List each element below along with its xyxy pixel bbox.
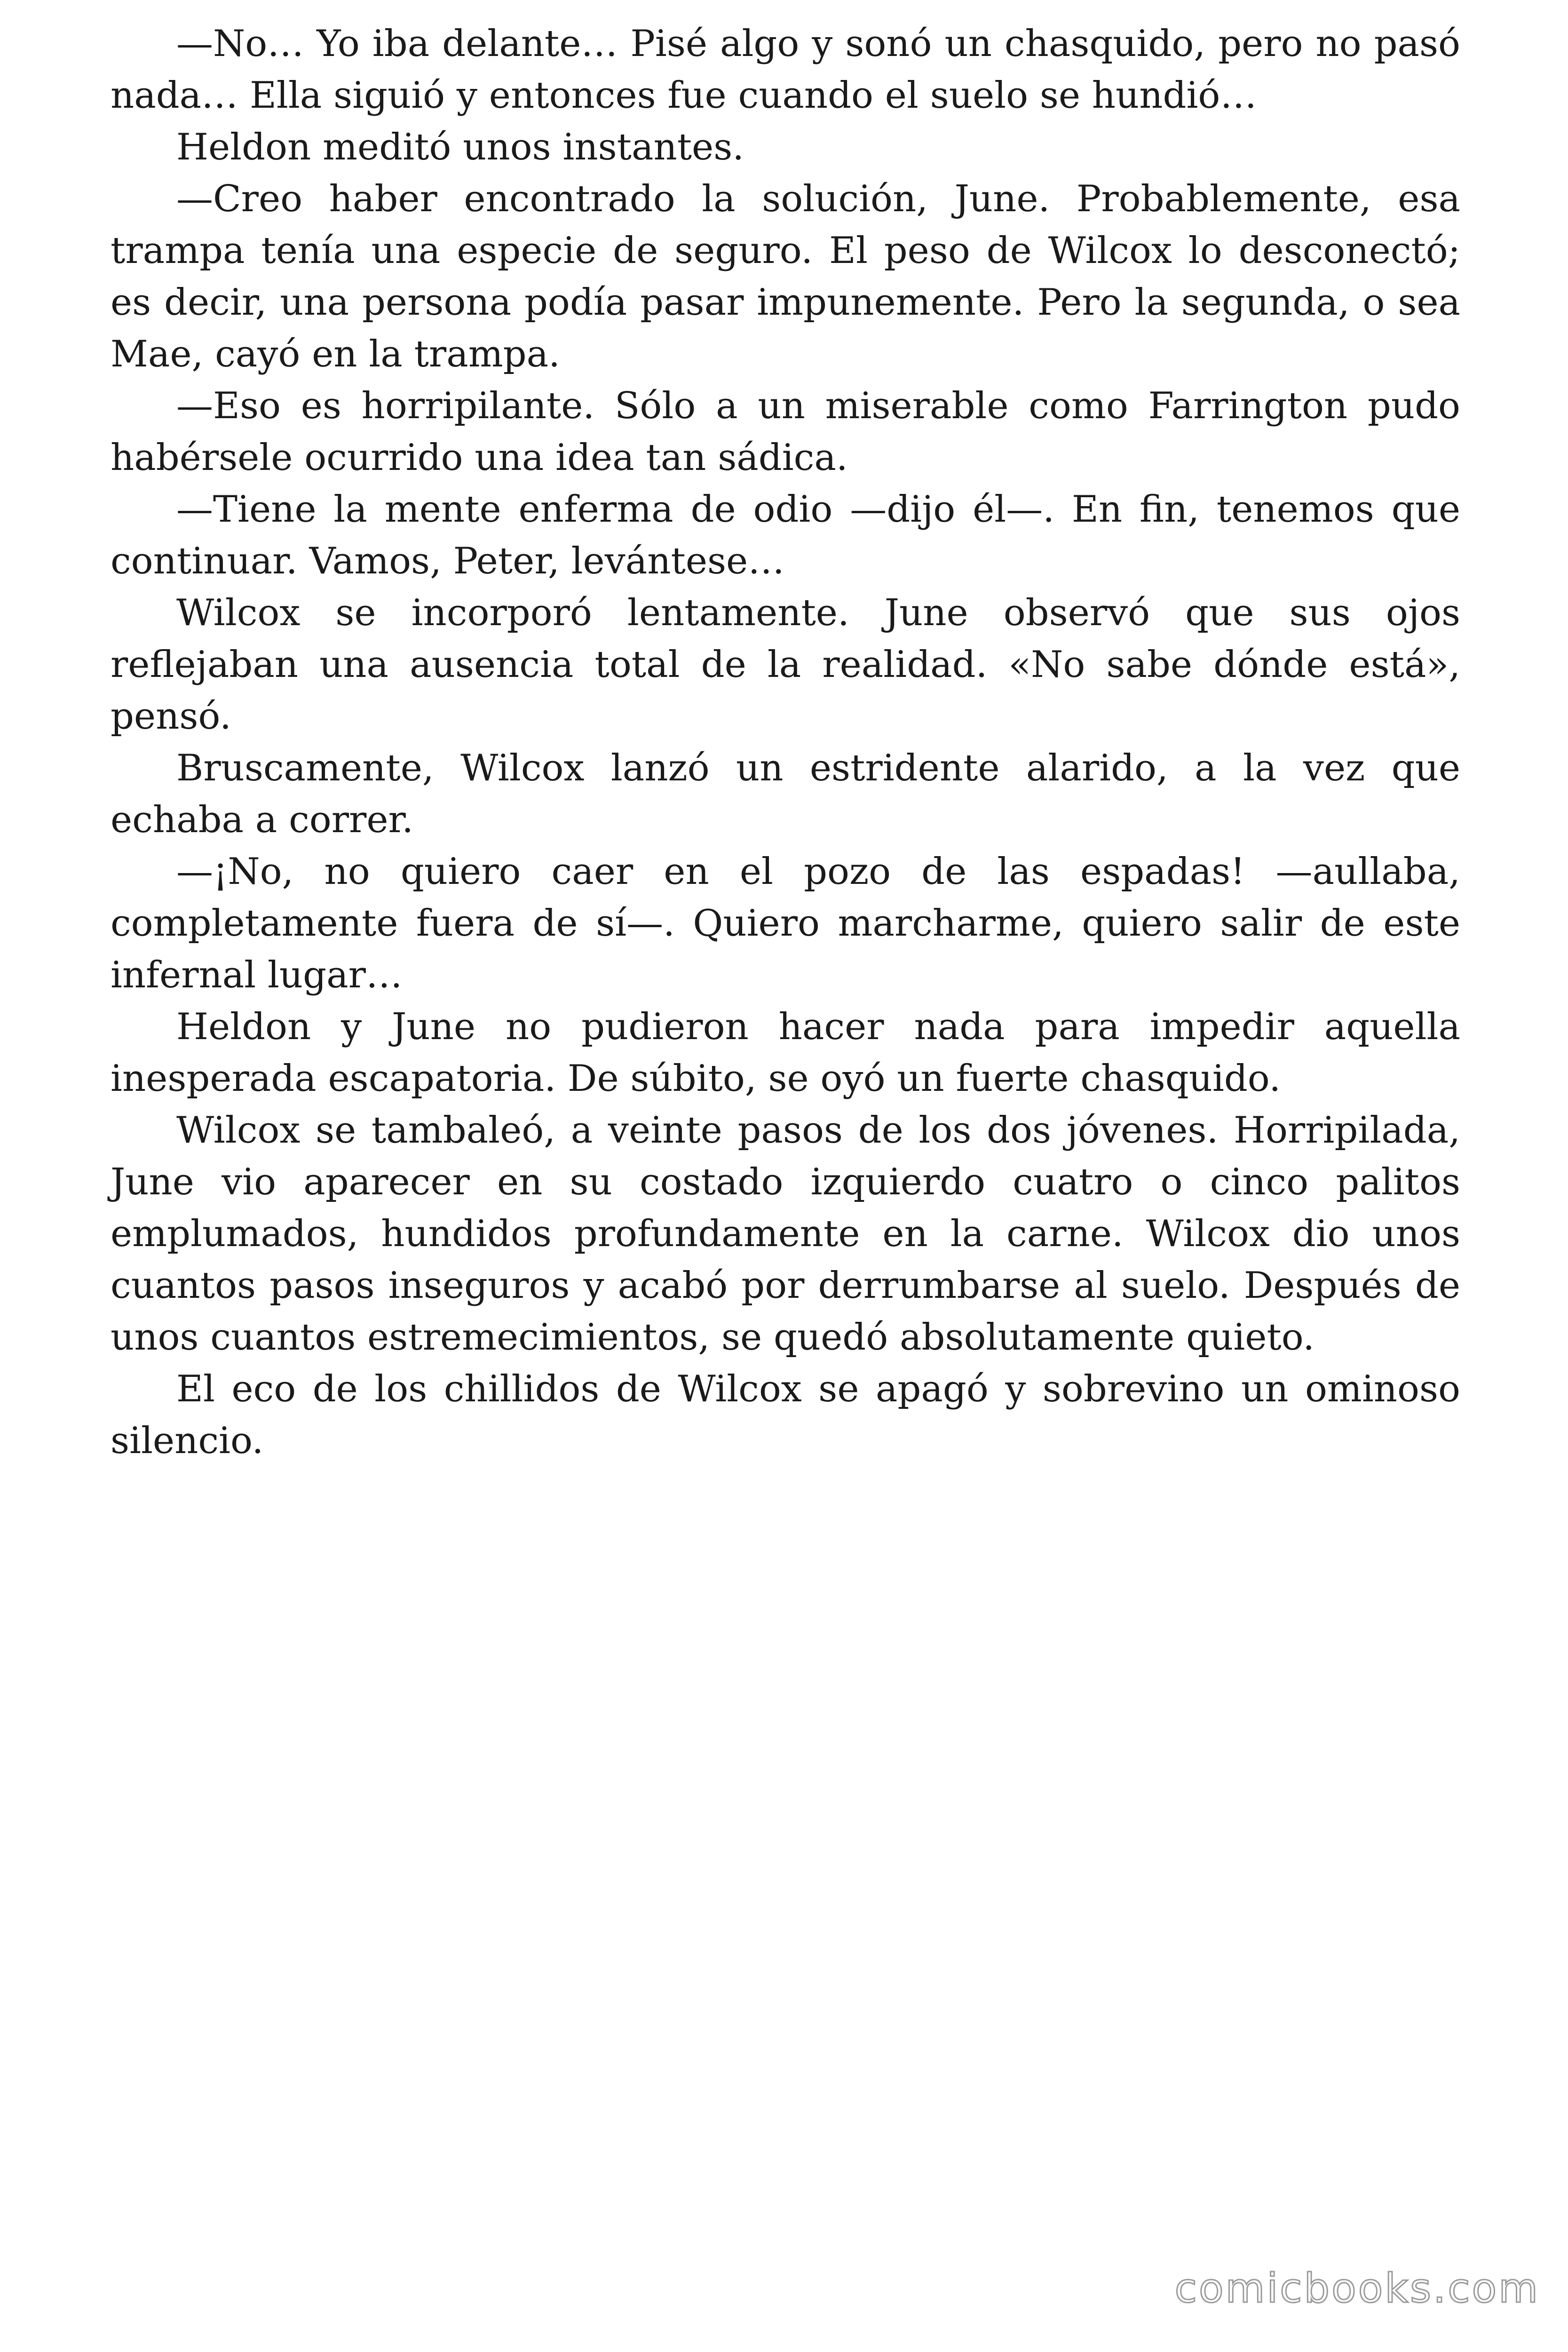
paragraph: Bruscamente, Wilcox lanzó un estridente alarido, a la vez que echaba a correr. (111, 747, 1460, 841)
paragraph: Heldon meditó unos instantes. (176, 126, 744, 168)
watermark-logo: comicbooks.com (1174, 2265, 1540, 2312)
paragraph: —Tiene la mente enferma de odio —dijo él—. En fin, tenemos que continuar. Vamos, Peter, levántese… (111, 488, 1460, 582)
paragraph: —No… Yo iba delante… Pisé algo y sonó un chasquido, pero no pasó nada… Ella siguió y entonces fue cuando el suelo se hundió… (111, 23, 1460, 117)
paragraph: Wilcox se tambaleó, a veinte pasos de los dos jóvenes. Horripilada, June vio aparecer en su costado izquierdo cuatro o cinco palitos emplumados, hundidos profundamente en la carne. Wilcox dio unos cuantos pasos inseguros y acabó por derrumbarse al suelo. Después de unos cuantos estremecimientos, se quedó absolutamente quieto. (111, 1109, 1460, 1359)
paragraph: —¡No, no quiero caer en el pozo de las espadas! —aullaba, completamente fuera de sí—. Quiero marcharme, quiero salir de este infernal lugar… (111, 850, 1460, 996)
paragraph: El eco de los chillidos de Wilcox se apagó y sobrevino un ominoso silencio. (111, 1368, 1460, 1462)
paragraph: —Creo haber encontrado la solución, June. Probablemente, esa trampa tenía una especie de seguro. El peso de Wilcox lo desconectó; es decir, una persona podía pasar impunemente. Pero la segunda, o sea Mae, cayó en la trampa. (111, 178, 1460, 375)
paragraph: Wilcox se incorporó lentamente. June observó que sus ojos reflejaban una ausencia total de la realidad. «No sabe dónde está», pensó. (111, 592, 1460, 738)
paragraph: Heldon y June no pudieron hacer nada para impedir aquella inesperada escapatoria. De súbito, se oyó un fuerte chasquido. (111, 1006, 1460, 1100)
paragraph: —Eso es horripilante. Sólo a un miserable como Farrington pudo habérsele ocurrido una idea tan sádica. (111, 385, 1460, 479)
page-text (111, 18, 1460, 1467)
